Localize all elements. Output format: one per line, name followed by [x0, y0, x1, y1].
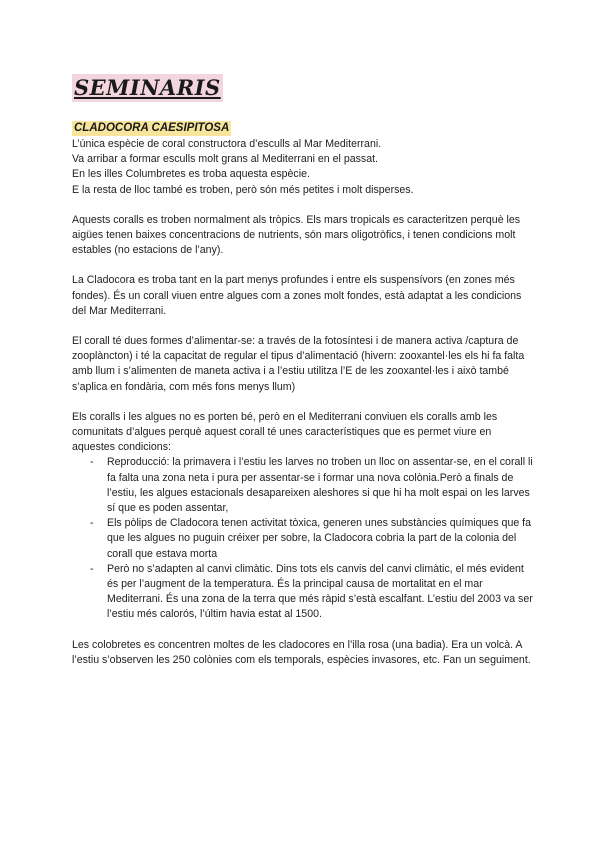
intro-paragraph — [72, 137, 534, 198]
list-item — [90, 455, 534, 516]
intro-line: E la resta de lloc també es troben, però són més petites i molt disperses. — [72, 183, 414, 196]
section-subtitle: CLADOCORA CAESIPITOSA — [74, 122, 230, 134]
conditions-list — [72, 455, 534, 622]
paragraph-habitat: La Cladocora es troba tant en la part menys profundes i entre els suspensívors (en zones més fondes). És un corall viuen entre algues com a zones molt fondes, està adaptat a les condicions del Mar Mediterrani. — [72, 274, 522, 317]
list-item — [90, 516, 534, 562]
list-item-text: Però no s’adapten al canvi climàtic. Dins tots els canvis del canvi climàtic, el més evident és per l’augment de la temperatura. És la principal causa de mortalitat en el mar Mediterrani. És una zona de la terra que més ràpid s’està escalfant. L’estiu del 2003 va ser l’estiu més calorós, l’últim havia estat al 1500. — [107, 562, 533, 621]
bullet-dash: - — [90, 562, 94, 575]
list-item-text: Reproducció: la primavera i l’estiu les larves no troben un lloc on assentar-se, en el corall li fa falta una zona neta i pura per assentar-se i formar una nova colònia.Però a finals de l’estiu, les algues estacionals desapareixen aleshores si que hi ha molt espai on les larves sí que es poden assentar, — [107, 456, 533, 515]
paragraph-tropics: Aquests coralls es troben normalment als tròpics. Els mars tropicals es caracteritzen perquè les aigües tenen baixes concentracions de nutrients, són mars oligotròfics, i tenen condicions molt estables (no estacions de l’any). — [72, 213, 521, 257]
intro-line: L’única espècie de coral constructora d’esculls al Mar Mediterrani. — [72, 138, 382, 150]
list-item — [90, 562, 534, 623]
intro-line: En les illes Columbretes es troba aquesta espècie. — [72, 168, 310, 181]
paragraph-closing: Les colobretes es concentren moltes de les cladocores en l’illa rosa (una badia). Era un volcà. A l’estiu s’observen les 250 colònies com els temporals, espècies invasores, etc. Fan un seguiment. — [72, 638, 531, 666]
paragraph-algae: Els coralls i les algues no es porten bé, però en el Mediterrani conviuen els coralls amb les comunitats d’algues perquè aquest corall té unes característiques que es permet viure en aquestes condicions: — [72, 410, 498, 454]
paragraph-feeding: El corall té dues formes d’alimentar-se: a través de la fotosíntesi i de manera activa /captura de zooplàncton) i té la capacitat de regular el tipus d’alimentació (hivern: zooxantel·les els hi fa falta amb llum i s’alimenten de maneta activa i a l’estiu utilitza l’E de les zooxantel·les i això també s’aplica en fondària, com més fons menys llum) — [72, 335, 525, 393]
bullet-dash: - — [90, 456, 94, 469]
document-body — [72, 137, 534, 683]
intro-line: Va arribar a formar esculls molt grans al Mediterrani en el passat. — [72, 153, 378, 166]
list-item-text: Els pòlips de Cladocora tenen activitat tòxica, generen unes substàncies químiques que fa que les algues no puguin créixer per sobre, la Cladocora cobria la part de la colonia del corall que estava morta — [107, 517, 532, 560]
bullet-dash: - — [90, 517, 94, 530]
page-title: SEMINARIS — [74, 75, 221, 100]
